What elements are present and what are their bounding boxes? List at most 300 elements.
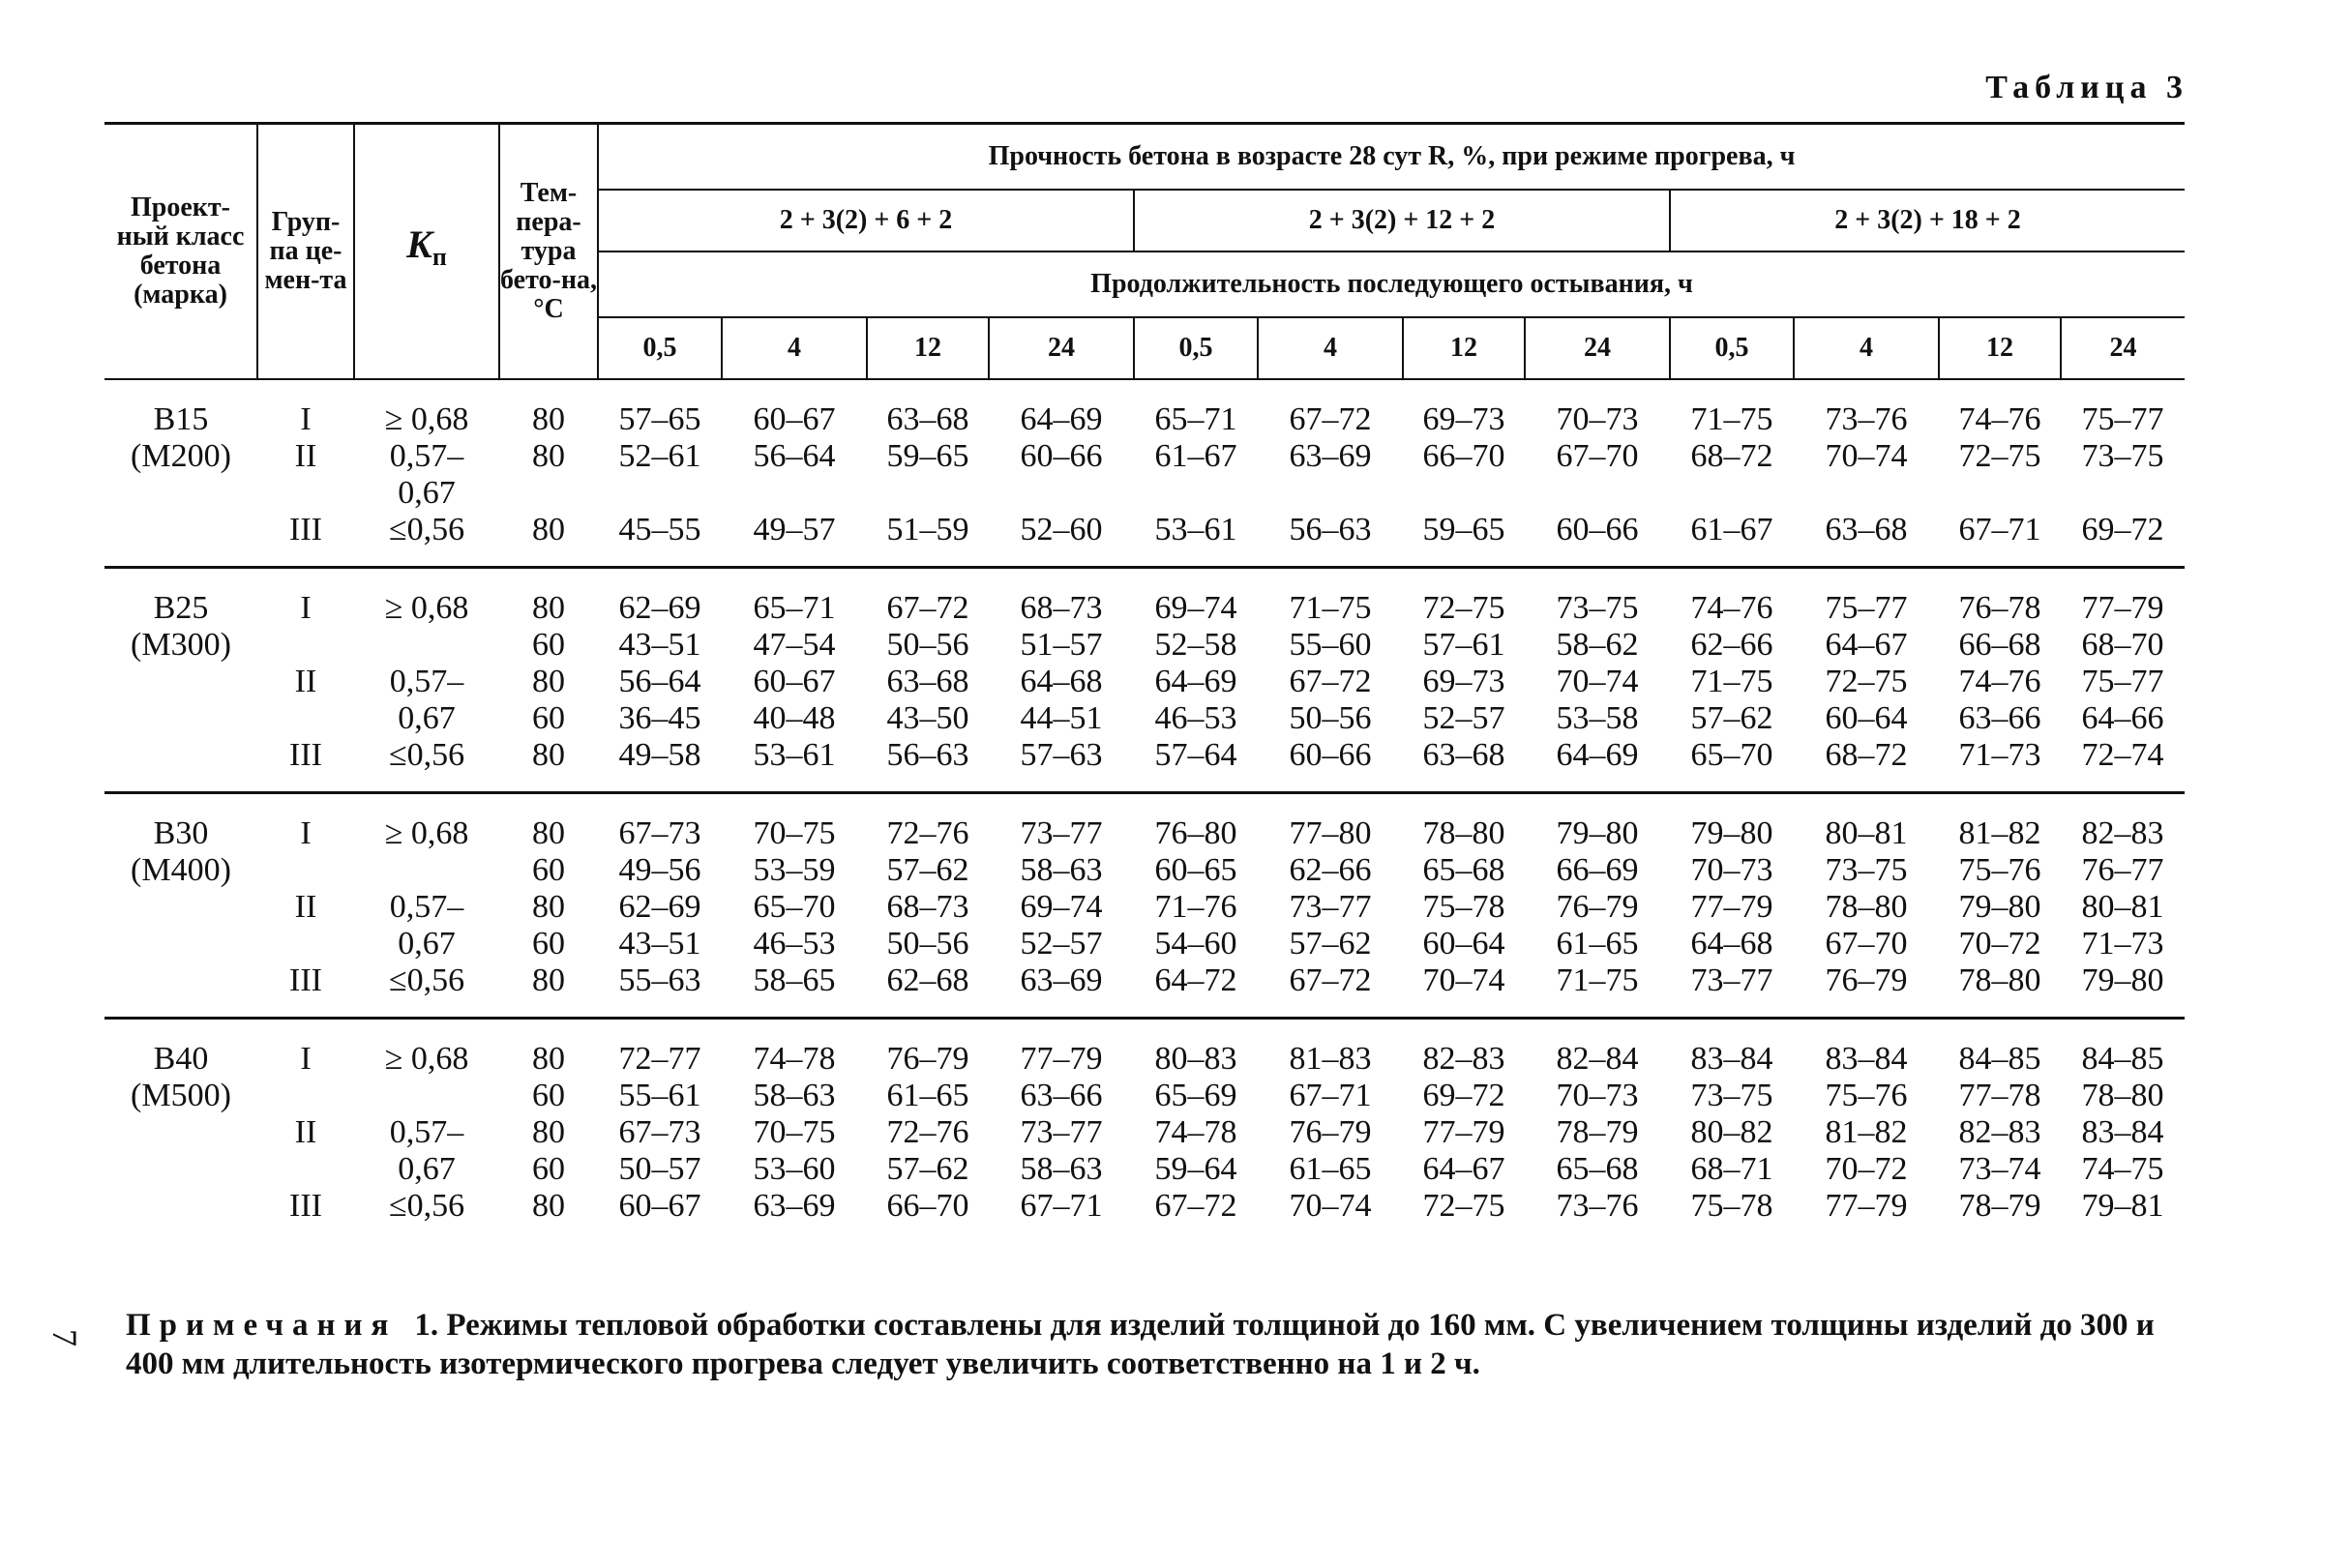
strength-value-cell: 81–82	[1958, 814, 2041, 851]
strength-value-cell: 60–67	[753, 400, 836, 437]
strength-value-cell: 53–59	[753, 851, 836, 888]
kp-cell: 0,57–	[389, 888, 464, 925]
strength-value-cell: 49–57	[753, 511, 836, 547]
strength-value-cell: 74–78	[753, 1040, 836, 1077]
strength-value-cell: 59–65	[886, 437, 969, 474]
strength-value-cell: 81–82	[1825, 1113, 1908, 1150]
cement-group-cell	[257, 1151, 354, 1188]
mode-header-3: 2 + 3(2) + 18 + 2	[1670, 190, 2185, 251]
strength-value-cell: 75–76	[1825, 1077, 1908, 1113]
strength-value-cell: 68–70	[2081, 626, 2164, 663]
strength-value-cell: 63–68	[1422, 736, 1505, 773]
strength-value-cell: 44–51	[1020, 699, 1103, 736]
col-group-header: Груп-па це-мен-та	[257, 124, 354, 379]
strength-value-cell: 62–69	[618, 589, 701, 626]
strength-value-cell: 79–81	[2081, 1187, 2164, 1224]
strength-value-cell: 61–67	[1154, 437, 1237, 474]
strength-value-cell: 76–79	[886, 1040, 969, 1077]
strength-value-cell: 66–70	[886, 1187, 969, 1224]
strength-value-cell: 67–71	[1958, 511, 2041, 547]
strength-value-cell: 67–70	[1556, 437, 1639, 474]
time-header: 0,5	[1134, 317, 1258, 379]
strength-value-cell: 77–79	[1020, 1040, 1103, 1077]
mode-header-2: 2 + 3(2) + 12 + 2	[1134, 190, 1670, 251]
strength-value-cell: 74–78	[1154, 1113, 1237, 1150]
strength-value-cell: 64–68	[1020, 663, 1103, 699]
strength-value-cell: 84–85	[1958, 1040, 2041, 1077]
concrete-mark: (М300)	[131, 626, 231, 663]
cement-group-cell: II	[294, 663, 317, 699]
table-row	[104, 700, 2185, 737]
strength-value-cell	[867, 475, 989, 512]
strength-value-cell: 70–74	[1825, 437, 1908, 474]
cooling-header: Продолжительность последующего остывания, ч	[598, 251, 2185, 317]
table-row	[104, 1151, 2185, 1188]
strength-value-cell: 46–53	[1154, 699, 1237, 736]
strength-value-cell: 46–53	[753, 925, 836, 962]
strength-value-cell: 71–75	[1690, 663, 1773, 699]
strength-value-cell: 77–79	[1690, 888, 1773, 925]
kp-subscript: п	[432, 243, 447, 272]
strength-value-cell: 64–67	[1422, 1150, 1505, 1187]
concrete-class: В40	[153, 1040, 209, 1077]
strength-value-cell: 65–70	[753, 888, 836, 925]
kp-cell: ≤0,56	[388, 962, 465, 998]
strength-value-cell: 75–76	[1958, 851, 2041, 888]
table-row	[104, 664, 2185, 700]
strength-value-cell: 57–62	[1690, 699, 1773, 736]
concrete-mark: (М200)	[131, 437, 231, 474]
strength-value-cell: 63–66	[1958, 699, 2041, 736]
strength-value-cell: 63–69	[753, 1187, 836, 1224]
strength-value-cell: 63–69	[1020, 962, 1103, 998]
cement-group-cell	[257, 1078, 354, 1114]
temperature-cell: 80	[532, 511, 565, 547]
strength-value-cell: 65–71	[753, 589, 836, 626]
strength-value-cell: 50–57	[618, 1150, 701, 1187]
cement-group-cell: III	[289, 736, 322, 773]
kp-cell: 0,67	[398, 1150, 456, 1187]
strength-value-cell: 70–73	[1556, 400, 1639, 437]
strength-value-cell: 58–63	[1020, 1150, 1103, 1187]
table-row	[104, 1078, 2185, 1114]
strength-value-cell	[1258, 475, 1403, 512]
kp-cell: 0,57–	[389, 663, 464, 699]
strength-value-cell: 83–84	[1690, 1040, 1773, 1077]
strength-value-cell: 64–69	[1154, 663, 1237, 699]
strength-value-cell: 62–66	[1690, 626, 1773, 663]
time-header: 24	[2061, 317, 2185, 379]
strength-value-cell: 49–58	[618, 736, 701, 773]
strength-value-cell: 82–83	[1422, 1040, 1505, 1077]
cement-group-cell: I	[300, 400, 312, 437]
strength-value-cell: 57–64	[1154, 736, 1237, 773]
kp-cell: 0,67	[398, 474, 456, 511]
strength-value-cell: 70–75	[753, 1113, 836, 1150]
strength-value-cell: 60–64	[1825, 699, 1908, 736]
strength-value-cell: 74–76	[1958, 663, 2041, 699]
strength-value-cell: 70–74	[1422, 962, 1505, 998]
concrete-class-cell	[104, 567, 257, 774]
time-header: 0,5	[598, 317, 722, 379]
strength-value-cell: 70–74	[1289, 1187, 1372, 1224]
time-header: 12	[1939, 317, 2061, 379]
temperature-cell: 60	[532, 851, 565, 888]
strength-header: Прочность бетона в возрасте 28 сут R, %, при режиме прогрева, ч	[598, 124, 2185, 190]
strength-value-cell: 75–77	[1825, 589, 1908, 626]
kp-cell: ≤0,56	[388, 1187, 465, 1224]
strength-value-cell: 45–55	[618, 511, 701, 547]
strength-value-cell: 60–66	[1556, 511, 1639, 547]
strength-value-cell: 64–68	[1690, 925, 1773, 962]
strength-value-cell: 78–80	[1958, 962, 2041, 998]
strength-value-cell: 83–84	[2081, 1113, 2164, 1150]
strength-value-cell	[989, 475, 1134, 512]
strength-value-cell	[1134, 475, 1258, 512]
strength-value-cell: 67–72	[886, 589, 969, 626]
temperature-cell: 80	[532, 437, 565, 474]
col-temp-header: Тем-пера-тура бето-на, °С	[499, 124, 598, 379]
table-row	[104, 567, 2185, 627]
temperature-cell: 60	[532, 925, 565, 962]
table-row	[104, 438, 2185, 475]
strength-value-cell: 78–79	[1958, 1187, 2041, 1224]
cement-group-cell: II	[294, 437, 317, 474]
strength-value-cell: 55–60	[1289, 626, 1372, 663]
strength-value-cell: 72–77	[618, 1040, 701, 1077]
strength-value-cell: 68–72	[1690, 437, 1773, 474]
strength-value-cell: 40–48	[753, 699, 836, 736]
strength-value-cell: 71–75	[1556, 962, 1639, 998]
strength-value-cell: 57–62	[886, 1150, 969, 1187]
strength-value-cell: 57–62	[1289, 925, 1372, 962]
temperature-cell: 80	[532, 663, 565, 699]
strength-value-cell: 60–66	[1289, 736, 1372, 773]
strength-value-cell	[2061, 475, 2185, 512]
strength-value-cell: 58–63	[1020, 851, 1103, 888]
strength-value-cell: 78–80	[2081, 1077, 2164, 1113]
strength-value-cell: 67–72	[1289, 962, 1372, 998]
strength-value-cell: 67–72	[1289, 400, 1372, 437]
strength-value-cell: 56–63	[1289, 511, 1372, 547]
kp-cell: 0,67	[398, 699, 456, 736]
strength-value-cell: 72–75	[1422, 589, 1505, 626]
strength-value-cell: 80–83	[1154, 1040, 1237, 1077]
strength-value-cell: 67–71	[1020, 1187, 1103, 1224]
strength-value-cell: 76–79	[1289, 1113, 1372, 1150]
strength-value-cell: 67–70	[1825, 925, 1908, 962]
strength-value-cell: 50–56	[886, 925, 969, 962]
strength-value-cell: 73–75	[1825, 851, 1908, 888]
strength-value-cell: 80–81	[1825, 814, 1908, 851]
strength-value-cell: 60–65	[1154, 851, 1237, 888]
temperature-cell: 80	[532, 814, 565, 851]
strength-value-cell: 79–80	[1556, 814, 1639, 851]
table-title: Таблица 3	[1985, 70, 2188, 105]
strength-value-cell: 51–59	[886, 511, 969, 547]
strength-value-cell: 53–60	[753, 1150, 836, 1187]
strength-value-cell: 65–69	[1154, 1077, 1237, 1113]
kp-symbol: K	[406, 222, 432, 267]
group-separator	[104, 548, 2185, 568]
strength-value-cell: 75–77	[2081, 400, 2164, 437]
table-row	[104, 962, 2185, 999]
concrete-mark: (М500)	[131, 1077, 231, 1113]
strength-value-cell: 68–72	[1825, 736, 1908, 773]
strength-value-cell	[598, 475, 722, 512]
strength-value-cell: 77–79	[1422, 1113, 1505, 1150]
strength-value-cell: 78–80	[1825, 888, 1908, 925]
time-header: 12	[1403, 317, 1525, 379]
strength-value-cell: 66–70	[1422, 437, 1505, 474]
col-class-header: Проект-ный класс бетона (марка)	[104, 124, 257, 379]
strength-value-cell	[1525, 475, 1670, 512]
strength-value-cell: 72–76	[886, 814, 969, 851]
strength-value-cell: 43–50	[886, 699, 969, 736]
concrete-class: В25	[153, 589, 209, 626]
strength-value-cell: 50–56	[886, 626, 969, 663]
kp-cell	[354, 627, 499, 664]
table-row	[104, 627, 2185, 664]
cement-group-cell: III	[289, 962, 322, 998]
strength-value-cell: 60–66	[1020, 437, 1103, 474]
cement-group-cell	[257, 852, 354, 889]
strength-value-cell: 56–64	[753, 437, 836, 474]
strength-value-cell: 43–51	[618, 626, 701, 663]
cement-group-cell: III	[289, 511, 322, 547]
temperature-cell: 60	[532, 1150, 565, 1187]
group-separator	[104, 999, 2185, 1019]
strength-value-cell: 77–79	[1825, 1187, 1908, 1224]
strength-value-cell: 70–73	[1690, 851, 1773, 888]
notes-text: 1. Режимы тепловой обработки составлены для изделий толщиной до 160 мм. С увеличением толщины изделий до 300 и 400 мм длительность изотермического прогрева следует увеличить соответственно на 1 и 2 ч.	[126, 1308, 2155, 1381]
strength-value-cell: 70–72	[1825, 1150, 1908, 1187]
table-row	[104, 1018, 2185, 1078]
strength-value-cell: 77–79	[2081, 589, 2164, 626]
strength-value-cell: 36–45	[618, 699, 701, 736]
strength-value-cell: 67–73	[618, 814, 701, 851]
strength-value-cell: 62–66	[1289, 851, 1372, 888]
kp-cell: ≤0,56	[388, 736, 465, 773]
strength-value-cell: 84–85	[2081, 1040, 2164, 1077]
strength-value-cell: 72–75	[1422, 1187, 1505, 1224]
strength-value-cell: 73–74	[1958, 1150, 2041, 1187]
strength-value-cell: 60–67	[618, 1187, 701, 1224]
strength-value-cell: 47–54	[753, 626, 836, 663]
strength-value-cell: 73–75	[1556, 589, 1639, 626]
table-row	[104, 379, 2185, 438]
col-kp-header	[354, 124, 499, 379]
table-row	[104, 737, 2185, 774]
time-header: 4	[1794, 317, 1939, 379]
strength-value-cell: 64–69	[1556, 736, 1639, 773]
temperature-cell: 80	[532, 400, 565, 437]
strength-value-cell: 50–56	[1289, 699, 1372, 736]
strength-value-cell: 67–72	[1289, 663, 1372, 699]
strength-value-cell: 52–57	[1422, 699, 1505, 736]
strength-value-cell: 69–73	[1422, 400, 1505, 437]
strength-value-cell: 61–65	[886, 1077, 969, 1113]
cement-group-cell	[257, 627, 354, 664]
strength-value-cell: 71–75	[1289, 589, 1372, 626]
strength-value-cell: 67–71	[1289, 1077, 1372, 1113]
strength-value-cell: 71–76	[1154, 888, 1237, 925]
notes	[126, 1306, 2196, 1383]
strength-value-cell: 68–73	[1020, 589, 1103, 626]
table-row	[104, 475, 2185, 512]
table-row	[104, 889, 2185, 926]
strength-value-cell: 75–78	[1422, 888, 1505, 925]
strength-value-cell: 62–68	[886, 962, 969, 998]
strength-value-cell: 57–61	[1422, 626, 1505, 663]
cement-group-cell: I	[300, 814, 312, 851]
time-header: 4	[1258, 317, 1403, 379]
strength-value-cell: 54–60	[1154, 925, 1237, 962]
strength-value-cell: 69–73	[1422, 663, 1505, 699]
strength-value-cell: 72–75	[1825, 663, 1908, 699]
strength-value-cell: 56–63	[886, 736, 969, 773]
kp-cell	[354, 852, 499, 889]
strength-value-cell: 82–83	[1958, 1113, 2041, 1150]
strength-value-cell: 78–80	[1422, 814, 1505, 851]
strength-value-cell: 43–51	[618, 925, 701, 962]
strength-value-cell: 62–69	[618, 888, 701, 925]
strength-value-cell: 82–84	[1556, 1040, 1639, 1077]
strength-value-cell: 55–63	[618, 962, 701, 998]
strength-value-cell	[722, 475, 867, 512]
time-header: 0,5	[1670, 317, 1794, 379]
strength-value-cell: 69–74	[1020, 888, 1103, 925]
time-header: 12	[867, 317, 989, 379]
temperature-cell: 80	[532, 736, 565, 773]
strength-value-cell: 64–69	[1020, 400, 1103, 437]
strength-value-cell: 71–73	[2081, 925, 2164, 962]
kp-cell: 0,57–	[389, 1113, 464, 1150]
strength-value-cell: 70–74	[1556, 663, 1639, 699]
strength-value-cell: 76–77	[2081, 851, 2164, 888]
strength-value-cell: 73–77	[1020, 814, 1103, 851]
strength-value-cell: 70–72	[1958, 925, 2041, 962]
temperature-cell: 80	[532, 589, 565, 626]
strength-value-cell: 58–62	[1556, 626, 1639, 663]
strength-value-cell: 51–57	[1020, 626, 1103, 663]
strength-value-cell: 69–72	[1422, 1077, 1505, 1113]
strength-value-cell: 53–61	[753, 736, 836, 773]
strength-value-cell: 73–77	[1690, 962, 1773, 998]
strength-value-cell: 64–72	[1154, 962, 1237, 998]
strength-value-cell: 63–68	[886, 400, 969, 437]
cement-group-cell: I	[300, 1040, 312, 1077]
kp-cell: ≥ 0,68	[384, 589, 469, 626]
temperature-cell: 80	[532, 888, 565, 925]
strength-value-cell: 67–73	[618, 1113, 701, 1150]
strength-value-cell: 72–74	[2081, 736, 2164, 773]
strength-value-cell	[1939, 475, 2061, 512]
strength-value-cell: 68–73	[886, 888, 969, 925]
strength-value-cell: 63–68	[886, 663, 969, 699]
strength-value-cell: 76–78	[1958, 589, 2041, 626]
notes-label: Примечания	[126, 1308, 398, 1343]
strength-value-cell: 60–64	[1422, 925, 1505, 962]
strength-value-cell: 72–75	[1958, 437, 2041, 474]
temperature-cell: 80	[532, 1040, 565, 1077]
concrete-class: В15	[153, 400, 209, 437]
strength-value-cell: 80–82	[1690, 1113, 1773, 1150]
kp-cell: 0,57–	[389, 437, 464, 474]
table-body	[104, 379, 2185, 1225]
strength-value-cell: 83–84	[1825, 1040, 1908, 1077]
separator-line	[104, 999, 2185, 1019]
strength-value-cell: 58–63	[753, 1077, 836, 1113]
strength-value-cell	[1403, 475, 1525, 512]
separator-line	[104, 548, 2185, 568]
strength-value-cell: 52–61	[618, 437, 701, 474]
strength-value-cell: 79–80	[1690, 814, 1773, 851]
strength-value-cell: 79–80	[1958, 888, 2041, 925]
cement-group-cell: I	[300, 589, 312, 626]
strength-value-cell: 60–67	[753, 663, 836, 699]
temperature-cell: 60	[532, 699, 565, 736]
strength-value-cell: 59–65	[1422, 511, 1505, 547]
table-row	[104, 1188, 2185, 1225]
cement-group-cell	[257, 926, 354, 962]
strength-value-cell: 66–69	[1556, 851, 1639, 888]
strength-value-cell: 61–65	[1556, 925, 1639, 962]
strength-value-cell: 75–77	[2081, 663, 2164, 699]
strength-value-cell: 71–73	[1958, 736, 2041, 773]
strength-value-cell	[1670, 475, 1794, 512]
strength-value-cell: 66–68	[1958, 626, 2041, 663]
strength-value-cell: 80–81	[2081, 888, 2164, 925]
temperature-cell: 60	[532, 626, 565, 663]
strength-value-cell: 70–73	[1556, 1077, 1639, 1113]
strength-value-cell: 49–56	[618, 851, 701, 888]
cement-group-cell: II	[294, 1113, 317, 1150]
cement-group-cell	[257, 700, 354, 737]
kp-cell: ≥ 0,68	[384, 814, 469, 851]
strength-value-cell: 72–76	[886, 1113, 969, 1150]
strength-value-cell: 65–71	[1154, 400, 1237, 437]
strength-value-cell: 78–79	[1556, 1113, 1639, 1150]
strength-value-cell: 61–67	[1690, 511, 1773, 547]
strength-value-cell: 77–78	[1958, 1077, 2041, 1113]
strength-value-cell: 65–68	[1422, 851, 1505, 888]
strength-table	[104, 122, 2185, 1225]
page-number: 7	[45, 1329, 84, 1346]
time-header: 24	[1525, 317, 1670, 379]
strength-value-cell: 55–61	[618, 1077, 701, 1113]
kp-cell: 0,67	[398, 925, 456, 962]
temperature-cell: 80	[532, 1187, 565, 1224]
kp-cell: ≤0,56	[388, 511, 465, 547]
kp-cell	[354, 1078, 499, 1114]
table-row	[104, 512, 2185, 548]
strength-value-cell: 74–75	[2081, 1150, 2164, 1187]
strength-value-cell: 69–72	[2081, 511, 2164, 547]
temperature-cell: 60	[532, 1077, 565, 1113]
strength-value-cell: 70–75	[753, 814, 836, 851]
concrete-class-cell	[104, 379, 257, 548]
strength-value-cell: 73–76	[1556, 1187, 1639, 1224]
strength-value-cell: 69–74	[1154, 589, 1237, 626]
table-row	[104, 792, 2185, 852]
cement-group-cell: III	[289, 1187, 322, 1224]
cement-group-cell: II	[294, 888, 317, 925]
strength-value-cell: 65–68	[1556, 1150, 1639, 1187]
strength-value-cell	[1794, 475, 1939, 512]
strength-value-cell: 57–65	[618, 400, 701, 437]
strength-value-cell: 52–57	[1020, 925, 1103, 962]
